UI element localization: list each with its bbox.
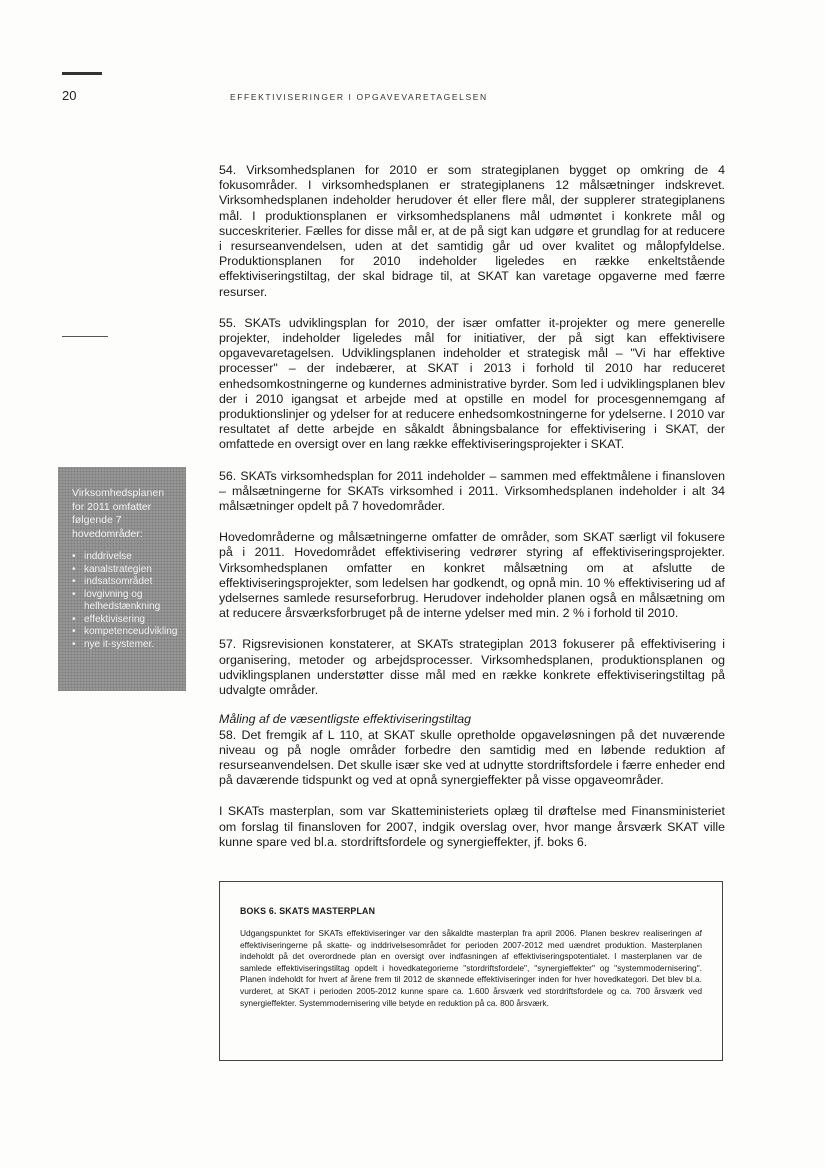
bullet-icon: • xyxy=(72,576,76,587)
sidebar-list xyxy=(72,551,176,651)
sidebar-list-item: • kanalstrategien xyxy=(72,563,152,575)
sidebar-list-item: • nye it-systemer. xyxy=(72,638,155,650)
sidebar-box xyxy=(58,467,186,691)
bullet-icon: • xyxy=(72,626,76,637)
section-subheading: Måling af de væsentligste effektiviseringstiltag xyxy=(219,712,472,727)
paragraph-56-continued: Hovedområderne og målsætningerne omfatter de områder, som SKAT særligt vil fokusere på i 2011. Hovedområdet effektivisering vedrører styring af effektiviseringsprojekter. Virksomhedsplanen omfatter en konkret målsætning om at afslutte de effektiviseringsprojekter, som ledelsen har godkendt, og opnå min. 10 % effektivisering ud af ydelsernes samlede resurseforbrug. Herudover indeholder planen også en målsætning om at reducere årsværksforbruget på de interne ydelser med min. 2 % i forhold til 2010. xyxy=(219,530,725,621)
bullet-icon: • xyxy=(72,638,76,650)
textbox-body: Udgangspunktet for SKATs effektiviseringer var den såkaldte masterplan fra april 2006. Planen beskrev realiseringen af effektiviseringerne på skatte- og inddrivelsesområdet for perioden 2007-2012 med uændret produktion. Masterplanen indeholdt på det overordnede plan en oversigt over indfasningen af effektiviseringspotentialet. I masterplanen var de samlede effektiviseringstiltag opdelt i hovedkategorierne "stordriftsfordele", "synergieffekter" og "systemmodernisering". Planen indeholdt for hvert af årene frem til 2012 de skønnede effektiviseringer inden for hver hovedkategori. Det blev bl.a. vurderet, at SKAT i perioden 2005-2012 kunne spare ca. 1.600 årsværk ved stordriftsfordele og ca. 700 årsværk ved synergieffekter. Systemmodernisering ville betyde en reduktion på ca. 800 årsværk. xyxy=(240,928,702,1008)
bullet-icon: • xyxy=(72,551,76,562)
page-number: 20 xyxy=(62,88,77,103)
sidebar-list-item: • effektivisering xyxy=(72,613,145,625)
main-text xyxy=(219,163,725,850)
textbox-title: BOKS 6. SKATS MASTERPLAN xyxy=(240,906,376,916)
paragraph-56: 56. SKATs virksomhedsplan for 2011 indeholder – sammen med effektmålene i finansloven – målsætningerne for SKATs virksomhed i 2011. Virksomhedsplanen indeholder i alt 34 målsætninger opdelt på 7 hovedområder. xyxy=(219,468,725,514)
sidebar-list-item: • inddrivelse xyxy=(72,551,132,562)
bullet-icon: • xyxy=(72,588,76,600)
paragraph-58: 58. Det fremgik af L 110, at SKAT skulle opretholde opgaveløsningen på det nuværende niveau og på nogle områder forbedre den samtidig med en løbende reduktion af resurseanvendelsen. Det skulle især ske ved at udnytte stordriftsfordele i færre enheder end på daværende tidspunkt og ved at opnå synergieffekter på visse opgaveområder. xyxy=(219,727,725,788)
running-head: EFFEKTIVISERINGER I OPGAVEVARETAGELSEN xyxy=(230,92,488,102)
sidebar-list-item: • lovgivning og helhedstænkning xyxy=(72,588,161,612)
sidebar-list-item: • indsatsområdet xyxy=(72,576,153,587)
bullet-icon: • xyxy=(72,613,76,625)
paragraph-57: 57. Rigsrevisionen konstaterer, at SKATs strategiplan 2013 fokuserer på effektivisering i organisering, metoder og arbejdsprocesser. Virksomhedsplanen, produktionsplanen og udviklingsplanen understøtter disse mål med en række konkrete effektiviseringstiltag på udvalgte områder. xyxy=(219,637,725,698)
sidebar-list-item: • kompetenceudvikling xyxy=(72,626,178,637)
paragraph-54: 54. Virksomhedsplanen for 2010 er som strategiplanen bygget op omkring de 4 fokusområder. I virksomhedsplanen er strategiplanens 12 målsætninger indskrevet. Virksomhedsplanen indeholder herudover ét eller flere mål, der supplerer strategiplanens mål. I produktionsplanen er virksomhedsplanens mål udmøntet i konkrete mål og succeskriterier. Fælles for disse mål er, at de på sigt kan udgøre et grundlag for at reducere i resurseanvendelsen, uden at det samtidig går ud over kvalitet og målopfyldelse. Produktionsplanen for 2010 indeholder ligeledes en række enkeltstående effektiviseringstiltag, der skal bidrage til, at SKAT kan varetage opgaverne med færre resurser. xyxy=(219,163,725,299)
sidebar-title: Virksomhedsplanen for 2011 omfatter følgende 7 hovedområder: xyxy=(72,487,165,540)
margin-rule xyxy=(62,336,108,337)
bullet-icon: • xyxy=(72,563,76,575)
top-rule xyxy=(62,72,102,75)
paragraph-58-continued: I SKATs masterplan, som var Skatteministeriets oplæg til drøftelse med Finansministeriet om forslag til finansloven for 2007, indgik overslag over, hvor mange årsværk SKAT ville kunne spare ved bl.a. stordriftsfordele og synergieffekter, jf. boks 6. xyxy=(219,804,725,849)
textbox-boks-6 xyxy=(219,881,723,1061)
paragraph-55: 55. SKATs udviklingsplan for 2010, der især omfatter it-projekter og mere generelle projekter, indeholder ligeledes mål for initiativer, der på sigt kan effektivisere opgavevaretagelsen. Udviklingsplanen indeholder et strategisk mål – "Vi har effektive processer" – der indebærer, at SKAT i 2013 i forhold til 2010 har reduceret enhedsomkostningerne og kundernes administrative byrder. Som led i udviklingsplanen blev der i 2010 igangsat et arbejde med at opstille en model for procesgennemgang af produktionslinjer og ydelser for at reducere enhedsomkostningerne for ydelserne. I 2010 var resultatet af dette arbejde en såkaldt åbningsbalance for effektivisering i SKAT, der omfattede en oversigt over en lang række effektiviseringsprojekter i SKAT. xyxy=(219,315,725,452)
